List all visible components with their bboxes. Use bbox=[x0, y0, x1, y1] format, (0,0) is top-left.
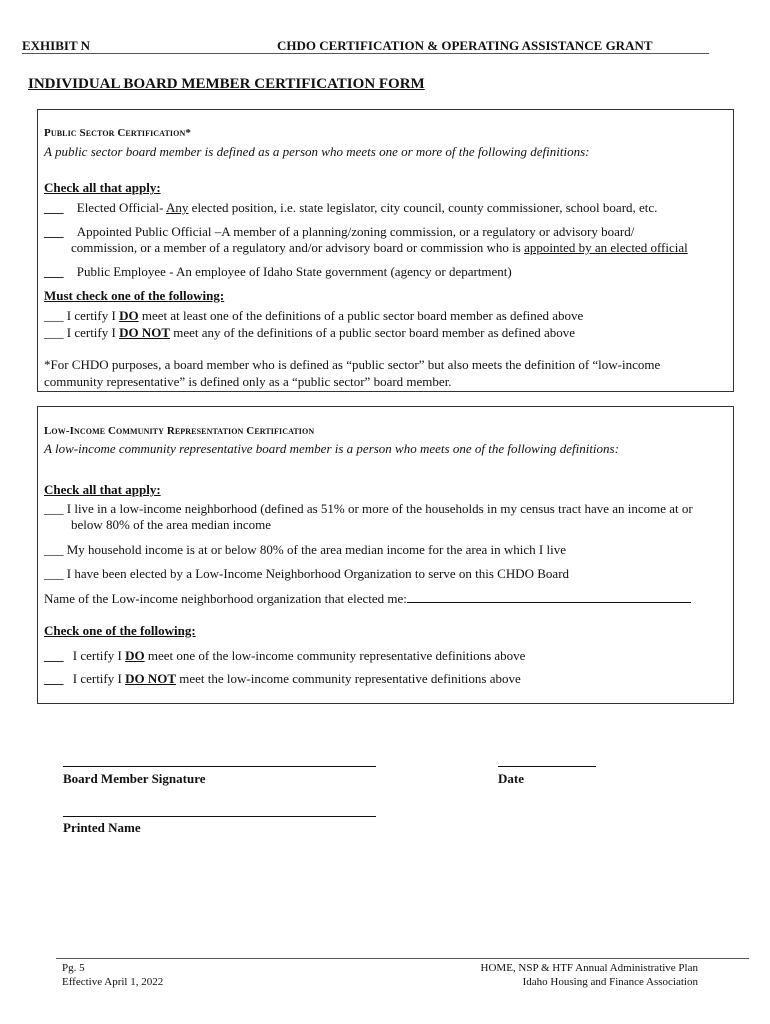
checkbox-blank[interactable]: ___ bbox=[44, 264, 64, 279]
organization-name-row: Name of the Low-income neighborhood organization that elected me: bbox=[44, 591, 691, 607]
checkbox-blank[interactable]: ___ bbox=[44, 566, 64, 581]
elected-official-row[interactable]: ___ Elected Official- Any elected position, i.e. state legislator, city council, county commissioner, school board, etc. bbox=[44, 200, 658, 215]
organization-name: Idaho Housing and Finance Association bbox=[522, 976, 698, 988]
public-sector-note-line2: community representative” is defined only as a “public sector” board member. bbox=[44, 374, 452, 389]
elected-by-organization-row[interactable]: ___ I have been elected by a Low-Income Neighborhood Organization to serve on this CHDO Board bbox=[44, 566, 570, 581]
public-sector-definition: A public sector board member is defined as a person who meets one or more of the following definitions: bbox=[44, 144, 590, 159]
appointed-official-row-continued: commission, or a member of a regulatory and/or advisory board or commission who is appointed by an elected official bbox=[71, 240, 688, 255]
checkbox-blank[interactable]: ___ bbox=[44, 200, 64, 215]
checkbox-blank[interactable]: ___ bbox=[44, 648, 64, 663]
checkbox-blank[interactable]: ___ bbox=[44, 501, 64, 516]
printed-name-label: Printed Name bbox=[63, 820, 141, 835]
document-title: CHDO CERTIFICATION & OPERATING ASSISTANCE GRANT bbox=[277, 38, 653, 53]
low-income-section bbox=[37, 406, 734, 704]
page-number: Pg. 5 bbox=[62, 962, 85, 974]
must-check-label: Must check one of the following: bbox=[44, 288, 225, 303]
checkbox-blank[interactable]: ___ bbox=[44, 308, 64, 323]
printed-name-line[interactable] bbox=[63, 816, 376, 817]
public-certify-do-row[interactable]: ___ I certify I DO meet at least one of the definitions of a public sector board member as defined above bbox=[44, 308, 584, 323]
public-check-all-label: Check all that apply: bbox=[44, 180, 161, 195]
low-income-heading: Low-Income Community Representation Certification bbox=[44, 425, 315, 437]
checkbox-blank[interactable]: ___ bbox=[44, 224, 64, 239]
form-title: INDIVIDUAL BOARD MEMBER CERTIFICATION FORM bbox=[28, 76, 425, 92]
footer-rule bbox=[56, 958, 749, 959]
appointed-official-row[interactable]: ___ Appointed Public Official –A member of a planning/zoning commission, or a regulatory or advisory board/ bbox=[44, 224, 635, 239]
date-line[interactable] bbox=[498, 766, 596, 767]
organization-name-field[interactable] bbox=[407, 592, 691, 603]
checkbox-blank[interactable]: ___ bbox=[44, 542, 64, 557]
checkbox-blank[interactable]: ___ bbox=[44, 671, 64, 686]
public-employee-row[interactable]: ___ Public Employee - An employee of Idaho State government (agency or department) bbox=[44, 264, 512, 279]
public-sector-heading: Public Sector Certification* bbox=[44, 127, 191, 139]
exhibit-label: EXHIBIT N bbox=[22, 38, 91, 53]
date-label: Date bbox=[498, 771, 524, 786]
low-income-check-all-label: Check all that apply: bbox=[44, 482, 161, 497]
public-sector-section bbox=[37, 109, 734, 392]
plan-name: HOME, NSP & HTF Annual Administrative Plan bbox=[480, 962, 698, 974]
low-income-neighborhood-row[interactable]: ___ I live in a low-income neighborhood (defined as 51% or more of the households in my census tract have an income at or bbox=[44, 501, 693, 516]
header-rule bbox=[22, 53, 709, 54]
check-one-label: Check one of the following: bbox=[44, 623, 196, 638]
low-income-definition: A low-income community representative board member is a person who meets one of the following definitions: bbox=[44, 441, 619, 456]
low-income-certify-do-not-row[interactable]: ___ I certify I DO NOT meet the low-income community representative definitions above bbox=[44, 671, 521, 686]
household-income-row[interactable]: ___ My household income is at or below 80% of the area median income for the area in which I live bbox=[44, 542, 567, 557]
board-member-signature-label: Board Member Signature bbox=[63, 771, 206, 786]
public-sector-note-line1: *For CHDO purposes, a board member who is defined as “public sector” but also meets the definition of “low-income bbox=[44, 357, 661, 372]
low-income-certify-do-row[interactable]: ___ I certify I DO meet one of the low-income community representative definitions above bbox=[44, 648, 526, 663]
public-certify-do-not-row[interactable]: ___ I certify I DO NOT meet any of the definitions of a public sector board member as defined above bbox=[44, 325, 576, 340]
board-member-signature-line[interactable] bbox=[63, 766, 376, 767]
low-income-neighborhood-row-continued: below 80% of the area median income bbox=[71, 517, 271, 532]
checkbox-blank[interactable]: ___ bbox=[44, 325, 64, 340]
effective-date: Effective April 1, 2022 bbox=[62, 976, 164, 988]
